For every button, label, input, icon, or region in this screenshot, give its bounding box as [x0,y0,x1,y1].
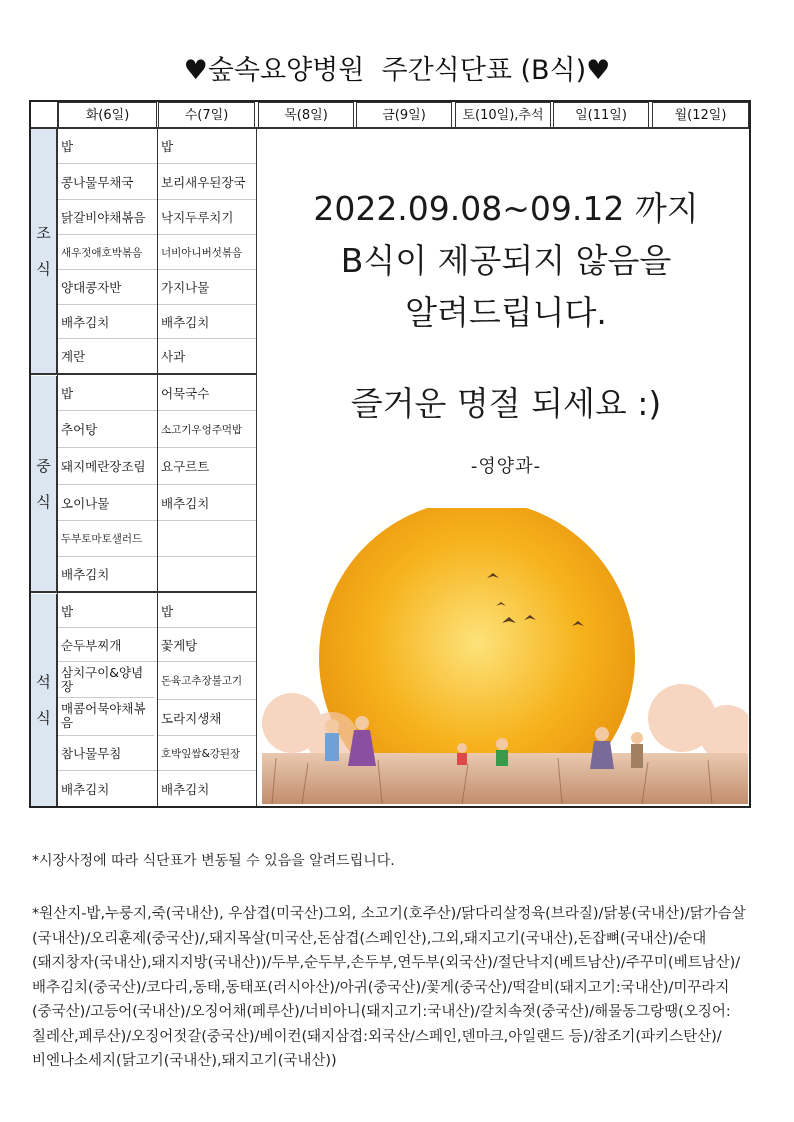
divider [31,591,257,593]
signature-text: -영양과- [470,456,542,477]
menu-item: 호박잎쌈&강된장 [158,736,256,771]
menu-item: 계란 [61,349,86,364]
page-title: ♥숲속요양병원 주간식단표 (B식)♥ [183,55,611,86]
menu-item: 꽃게탕 [158,628,256,662]
day-header: 수(7일) [158,102,255,128]
full-moon-illustration [262,508,748,804]
menu-item: 배추김치 [158,485,256,521]
menu-item: 너비아니버섯볶음 [158,235,256,270]
menu-item: 배추김치 [61,567,110,582]
menu-item: 배추김치 [58,305,157,339]
menu-item: 추어탕 [58,411,157,448]
menu-item: 배추김치 [61,781,110,797]
menu-item: 매콤어묵야채볶음 [58,698,154,736]
menu-item: 사과 [161,349,186,364]
footnote-origin: *원산지-밥,누룽지,죽(국내산), 우삼겹(미국산)그외, 소고기(호주산)/닭다리살정육(브라질)/닭봉(국내산)/닭가슴살(국내산)/오리훈제(중국산)/,돼지목살(미국산,돈삼겹(스페인산),그외,돼지고기(국내산),돈잡뼈(국내산)/순대(돼지창자(국내산),돼지지방(국내산))/두부,순두부,손두부,연두부(외국산)/절단낙지(베트남산)/주꾸미(베트남산)/배추김치(중국산)/코다리,동태,동태포(러시아산)/아귀(중국산)/꽃게(중국산)/떡갈비(돼지고기:국내산)/미꾸라지(중국산)/고등어(국내산)/오징어채(페루산)/너비아니(돼지고기:국내산)/갈치속젓(중국산)/해물동그랑땡(오징어:칠레산,페루산)/오징어젓갈(중국산)/베이컨(돼지삼겹:외국산/스페인,덴마크,아일랜드 등)/참조기(파키스탄산)/비엔나소세지(닭고기(국내산),돼지고기(국내산)) [32,906,746,1069]
menu-item: 낙지두루치기 [158,200,256,235]
menu-item: 양대콩자반 [58,270,157,305]
menu-item: 순두부찌개 [58,628,157,662]
menu-item: 도라지생채 [158,700,256,736]
day-header: 일(11일) [553,102,649,128]
menu-item: 참나물무침 [58,736,157,771]
menu-item: 가지나물 [158,270,256,305]
menu-item: 두부토마토샐러드 [58,521,157,557]
meal-label-dinner: 석 식 [31,594,57,806]
menu-item [158,557,256,591]
menu-item: 닭갈비야채볶음 [58,200,157,235]
menu-item: 밥 [158,594,256,628]
menu-item: 어묵국수 [158,376,256,411]
menu-item: 새우젓애호박볶음 [58,235,157,270]
menu-item: 밥 [158,129,256,164]
menu-item: 밥 [58,129,157,164]
notice-text [262,183,750,339]
meal-label-lunch: 중 식 [31,376,57,592]
menu-item: 소고기우엉주먹밥 [158,411,256,448]
menu-item: 삼치구이&양념장 [58,662,154,698]
footnote-notice: *시장사정에 따라 식단표가 변동될 수 있음을 알려드립니다. [32,853,395,869]
divider [31,373,257,375]
day-header: 월(12일) [652,102,749,128]
notice-line: 알려드립니다. [405,293,607,332]
menu-item: 배추김치 [161,781,210,797]
menu-item: 요구르트 [158,448,256,485]
meal-label-breakfast: 조 식 [31,128,57,374]
day-header: 금(9일) [356,102,452,128]
divider [256,128,257,806]
menu-item: 밥 [58,376,157,411]
menu-item: 돈육고추장불고기 [158,662,256,700]
day-header: 화(6일) [58,102,157,128]
menu-item: 돼지메란장조림 [58,448,157,485]
menu-item: 콩나물무채국 [58,164,157,200]
notice-line: B식이 제공되지 않음을 [340,241,672,280]
menu-item: 보리새우된장국 [158,164,256,200]
day-header: 토(10일),추석 [455,102,551,128]
menu-item: 배추김치 [158,305,256,339]
menu-item [158,521,256,557]
greeting-text: 즐거운 명절 되세요 :) [350,384,662,423]
day-header: 목(8일) [258,102,354,128]
menu-item: 오이나물 [58,485,157,521]
notice-line: 2022.09.08~09.12 까지 [313,189,699,228]
menu-item: 밥 [58,594,157,628]
